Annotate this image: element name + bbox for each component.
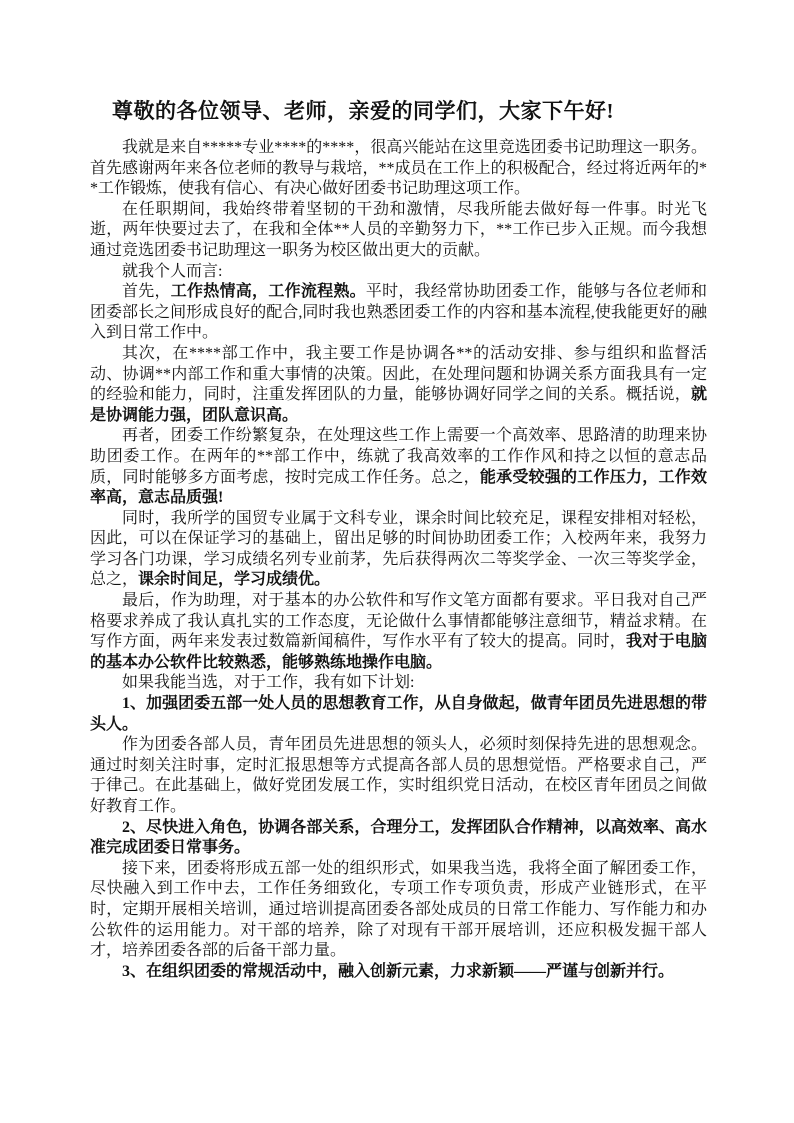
paragraph bbox=[90, 591, 707, 673]
paragraph bbox=[90, 262, 707, 283]
body-text: 首先， bbox=[122, 283, 171, 301]
body-text: 在任职期间，我始终带着坚韧的干劲和激情，尽我所能去做好每一件事。时光飞逝，两年快要过去了，在我和全体**人员的辛勤努力下，**工作已步入正规。而今我想通过竞选团委书记助理这一职务为校区做出更大的贡献。 bbox=[90, 200, 707, 259]
paragraph bbox=[90, 200, 707, 262]
body-text: 接下来，团委将形成五部一处的组织形式，如果我当选，我将全面了解团委工作，尽快融入到工作中去，工作任务细致化，专项工作专项负责，形成产业链形式，在平时，定期开展相关培训，通过培训提高团委各部处成员的日常工作能力、写作能力和办公软件的运用能力。对干部的培养，除了对现有干部开展培训，还应积极发掘干部人才，培养团委各部的后备干部力量。 bbox=[90, 859, 707, 960]
body-text: 我就是来自*****专业****的****，很高兴能站在这里竞选团委书记助理这一职务。首先感谢两年来各位老师的教导与栽培，**成员在工作上的积极配合，经过将近两年的**工作锻炼，使我有信心、有决心做好团委书记助理这项工作。 bbox=[90, 139, 707, 198]
body-text: 就我个人而言: bbox=[122, 262, 223, 280]
body-text: 平时，我经常协助团委工作，能够与各位老师和团委部长之间形成良好的配合,同时我也熟悉团委工作的内容和基本流程,使我能更好的融入到日常工作中。 bbox=[90, 283, 707, 342]
document-content bbox=[90, 96, 707, 982]
emphasis-text: 能承受较强的工作压力，工作效率高，意志品质强! bbox=[90, 468, 707, 507]
paragraph bbox=[90, 818, 707, 859]
paragraph bbox=[90, 344, 707, 426]
body-text: 如果我能当选，对于工作，我有如下计划: bbox=[122, 674, 415, 692]
paragraph bbox=[90, 509, 707, 591]
paragraph bbox=[90, 426, 707, 508]
paragraph bbox=[90, 138, 707, 200]
paragraph bbox=[90, 673, 707, 694]
document-body bbox=[90, 138, 707, 982]
document-title: 尊敬的各位领导、老师，亲爱的同学们，大家下午好! bbox=[112, 99, 614, 123]
emphasis-text: 2、尽快进入角色，协调各部关系，合理分工，发挥团队合作精神，以高效率、高水准完成团委日常事务。 bbox=[90, 818, 707, 857]
emphasis-text: 就是协调能力强，团队意识高。 bbox=[90, 386, 707, 424]
paragraph bbox=[90, 859, 707, 962]
body-text: 其次，在****部工作中，我主要工作是协调各**的活动安排、参与组织和监督活动、协调**内部工作和重大事情的决策。因此，在处理问题和协调关系方面我具有一定的经验和能力，同时，注重发挥团队的力量，能够协调好同学之间的关系。概括说， bbox=[90, 344, 707, 404]
body-text: 作为团委各部人员，青年团员先进思想的领头人，必须时刻保持先进的思想观念。通过时刻关注时事，定时汇报思想等方式提高各部人员的思想觉悟。严格要求自己，严于律己。在此基础上，做好党团发展工作，实时组织党日活动，在校区青年团员之间做好教育工作。 bbox=[90, 736, 707, 815]
body-text: 最后，作为助理，对于基本的办公软件和写作文笔方面都有要求。平日我对自己严格要求养成了我认真扎实的工作态度，无论做什么事情都能够注意细节，精益求精。在写作方面，两年来发表过数篇新闻稿件，写作水平有了较大的提高。同时， bbox=[90, 592, 707, 651]
body-text: 同时，我所学的国贸专业属于文科专业，课余时间比较充足，课程安排相对轻松，因此，可以在保证学习的基础上，留出足够的时间协助团委工作；入校两年来，我努力学习各门功课，学习成绩名列专业前茅，先后获得两次二等奖学金、一次三等奖学金，总之， bbox=[90, 509, 707, 589]
emphasis-text: 工作热情高，工作流程熟。 bbox=[170, 283, 366, 301]
emphasis-text: 我对于电脑的基本办公软件比较熟悉，能够熟练地操作电脑。 bbox=[90, 633, 707, 671]
body-text: 再者，团委工作纷繁复杂，在处理这些工作上需要一个高效率、思路清的助理来协助团委工作。在两年的**部工作中，练就了我高效率的工作作风和持之以恒的意志品质，同时能够多方面考虑，按时完成工作任务。总之， bbox=[90, 427, 707, 486]
paragraph bbox=[90, 282, 707, 344]
emphasis-text: 1、加强团委五部一处人员的思想教育工作，从自身做起，做青年团员先进思想的带头人。 bbox=[90, 695, 707, 733]
emphasis-text: 3、在组织团委的常规活动中，融入创新元素，力求新颖——严谨与创新并行。 bbox=[122, 962, 675, 980]
emphasis-text: 课余时间足，学习成绩优。 bbox=[138, 571, 331, 589]
paragraph bbox=[90, 735, 707, 817]
paragraph bbox=[90, 694, 707, 735]
paragraph bbox=[90, 962, 707, 983]
